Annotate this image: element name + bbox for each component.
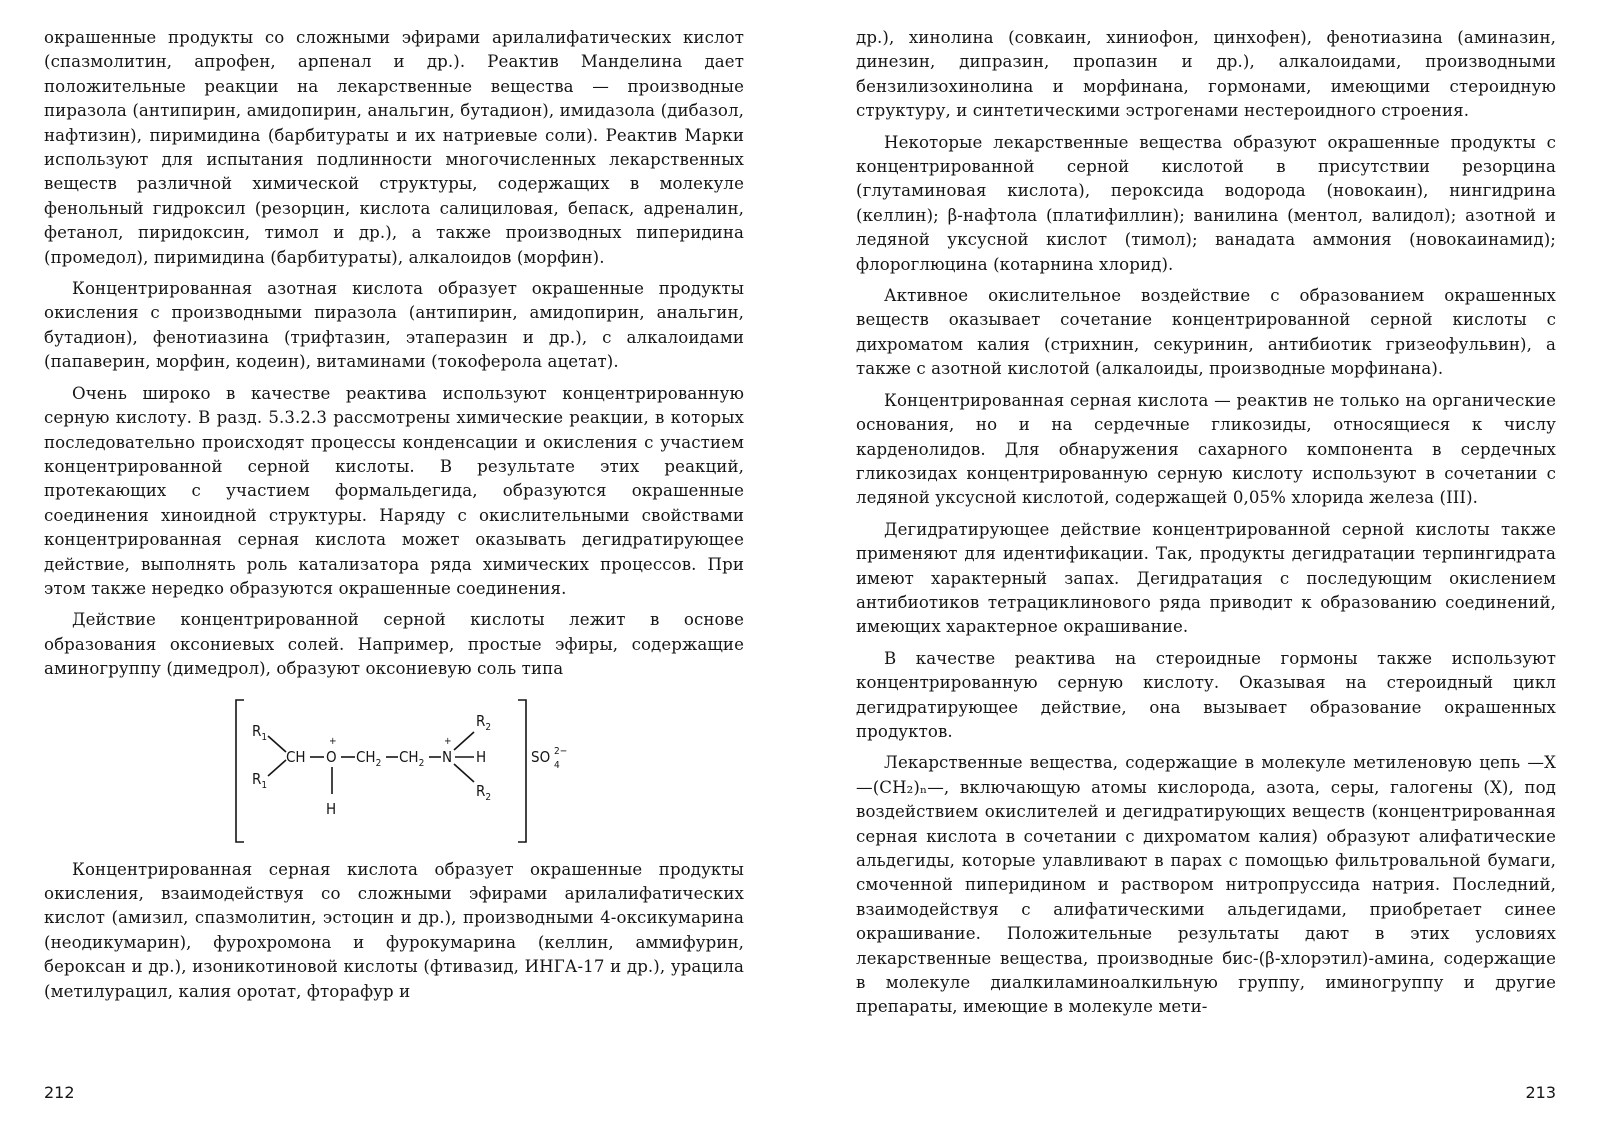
right-paragraph-3: Активное окислительное воздействие с образованием окрашенных веществ оказывает сочетание концентрированной серной кислоты с дихроматом калия (стрихнин, секуринин, антибиотик гризеофульвин), а также с азотной кислотой (алкалоиды, производные морфинана). — [856, 286, 1556, 379]
r2-bottom-label: $R_2$ — [476, 781, 492, 803]
left-paragraph-3: Очень широко в качестве реактива используют концентрированную серную кислоту. В разд. 5.3.2.3 рассмотрены химические реакции, в которых последовательно происходят процессы конденсации и окисления с участием концентрированной серной кислоты. В результате этих реакций, протекающих с участием формальдегида, образуются окрашенные соединения хиноидной структуры. Наряду с окислительными свойствами концентрированная серная кислота может оказывать дегидратирующее действие, выполнять роль катализатора ряда химических процессов. При этом также нередко образуются окрашенные соединения. — [44, 383, 744, 598]
n-plus-sign: + — [444, 735, 452, 747]
r1-bottom-label: $R_1$ — [252, 769, 268, 791]
bond-r1-bottom — [268, 760, 286, 776]
oxonium-o: O — [326, 747, 337, 766]
right-page — [856, 26, 1556, 1116]
right-paragraph-2: Некоторые лекарственные вещества образуют окрашенные продукты с концентрированной серной кислотой в присутствии резорцина (глутаминовая кислота), пероксида водорода (новокаин), нингидрина (келлин); β-нафтола (платифиллин); ванилина (ментол, валидол); азотной и ледяной уксусной кислот (тимол); ванадата аммония (новокаинамид); флороглюцина (котарнина хлорид). — [856, 132, 1556, 274]
o-plus-sign: + — [329, 735, 337, 747]
right-paragraph-7: Лекарственные вещества, содержащие в молекуле метиленовую цепь —X—(CH₂)ₙ—, включающую атомы кислорода, азота, серы, галогены (X), под воздействием окислителей и дегидратирующих веществ (концентрированная серная кислота в сочетании с дихроматом калия) образуют алифатические альдегиды, которые улавливают в парах с помощью фильтровальной бумаги, смоченной пиперидином и раствором нитропруссида натрия. Последний, взаимодействуя с алифатическими альдегидами, приобретает синее окрашивание. Положительные результаты дают в этих условиях лекарственные вещества, производные бис-(β-хлорэтил)-амина, содержащие в молекуле диалкиламиноалкильную группу, иминогруппу и другие препараты, имеющие в молекуле мети- — [856, 753, 1556, 1017]
right-paragraph-6: В качестве реактива на стероидные гормоны также используют концентрированную серную кислоту. Оказывая на стероидный цикл дегидратирующее действие, она вызывает образование окрашенных продуктов. — [856, 648, 1556, 741]
left-page-number: 212 — [44, 1083, 75, 1102]
left-paragraph-4: Действие концентрированной серной кислоты лежит в основе образования оксониевых солей. Например, простые эфиры, содержащие аминогруппу (димедрол), образуют оксониевую соль типа — [44, 610, 744, 679]
left-paragraph-1: окрашенные продукты со сложными эфирами арилалифатических кислот (спазмолитин, апрофен, арпенал и др.). Реактив Манделина дает положительные реакции на лекарственные вещества — производные пиразола (антипирин, амидопирин, анальгин, бутадион), имидазола (дибазол, нафтизин), пиримидина (барбитураты и их натриевые соли). Реактив Марки используют для испытания подлинности многочисленных лекарственных веществ различной химической структуры, содержащих в молекуле фенольный гидроксил (резорцин, кислота салициловая, бепаск, адреналин, фетанол, пиридоксин, тимол и др.), а также производных пиперидина (промедол), пиримидина (барбитураты), алкалоидов (морфин). — [44, 28, 744, 267]
right-paragraph-5: Дегидратирующее действие концентрированной серной кислоты также применяют для идентификации. Так, продукты дегидратации терпингидрата имеют характерный запах. Дегидратация с последующим окислением антибиотиков тетрациклинового ряда приводит к образованию соединений, имеющих характерное окрашивание. — [856, 519, 1556, 637]
left-paragraph-5: Концентрированная серная кислота образует окрашенные продукты окисления, взаимодействуя со сложными эфирами арилалифатических кислот (амизил, спазмолитин, эстоцин и др.), производными 4-оксикумарина (неодикумарин), фурохромона и фурокумарина (келлин, аммифурин, бероксан и др.), изоникотиновой кислоты (фтивазид, ИНГА-17 и др.), урацила (метилурацил, калия оротат, фторафур и — [44, 859, 744, 1001]
bond-n-r2-bottom — [454, 764, 474, 782]
bond-r1-top — [268, 736, 286, 752]
ch2-group-1: $CH_2$ — [356, 747, 382, 769]
left-page — [44, 26, 744, 1116]
bond-n-r2-top — [454, 732, 474, 750]
left-paragraph-2: Концентрированная азотная кислота образует окрашенные продукты окисления с производными пиразола (антипирин, амидопирин, анальгин, бутадион), фенотиазина (трифтазин, этаперазин и др.), с алкалоидами (папаверин, морфин, кодеин), витаминами (токоферола ацетат). — [44, 279, 744, 372]
ch-group: CH — [286, 747, 306, 766]
anion-charge: 2− — [554, 745, 568, 757]
sulfate-anion: SO — [531, 747, 551, 766]
anion-subscript: 4 — [554, 759, 560, 771]
right-paragraph-4: Концентрированная серная кислота — реактив не только на органические основания, но и на сердечные гликозиды, относящиеся к числу карденолидов. Для обнаружения сахарного компонента в сердечных гликозидах концентрированную серную кислоту используют в сочетании с ледяной уксусной кислотой, содержащей 0,05% хлорида железа (III). — [856, 390, 1556, 508]
oxonium-salt-formula — [234, 696, 574, 846]
r2-top-label: $R_2$ — [476, 711, 492, 733]
right-page-number: 213 — [1525, 1083, 1556, 1102]
oxonium-h: H — [326, 799, 337, 818]
ammonium-n: N — [442, 747, 453, 766]
right-paragraph-1: др.), хинолина (совкаин, хиниофон, цинхофен), фенотиазина (аминазин, динезин, дипразин, пропазин и др.), алкалоидами, производными бензилизохинолина и морфинана, гормонами, имеющими стероидную структуру, и синтетическими эстрогенами нестероидного строения. — [856, 28, 1556, 121]
left-bracket — [236, 700, 244, 842]
ammonium-h: H — [476, 747, 487, 766]
r1-top-label: $R_1$ — [252, 721, 268, 743]
right-bracket — [518, 700, 526, 842]
ch2-group-2: $CH_2$ — [399, 747, 425, 769]
